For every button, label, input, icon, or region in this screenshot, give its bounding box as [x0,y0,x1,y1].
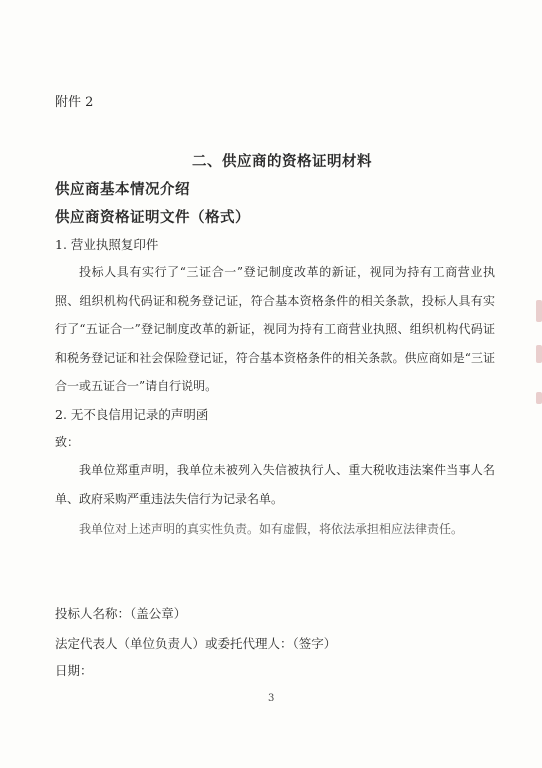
section-credit-declaration-label: 2. 无不良信用记录的声明函 [55,407,209,422]
page-title: 二、供应商的资格证明材料 [192,153,372,170]
declaration-paragraph-2: 我单位对上述声明的真实性负责。如有虚假，将依法承担相应法律责任。 [79,522,464,536]
attachment-label: 附件 2 [55,95,94,110]
seam-stamp-mark-1 [536,300,542,322]
seam-stamp-mark-3 [536,392,542,404]
page-number: 3 [268,693,275,704]
representative-field: 法定代表人（单位负责人）或委托代理人：（签字） [55,636,337,651]
heading-qualification-docs: 供应商资格证明文件（格式） [55,209,250,226]
declaration-paragraph-1: 我单位郑重声明，我单位未被列入失信被执行人、重大税收违法案件当事人名单、政府采购严重违法失信行为记录名单。 [55,463,495,506]
bidder-name-field: 投标人名称：（盖公章） [55,606,187,621]
date-field: 日期： [55,663,93,678]
section-business-license-label: 1. 营业执照复印件 [55,237,159,252]
heading-supplier-intro: 供应商基本情况介绍 [55,181,190,198]
declaration-addressee: 致： [55,435,80,449]
business-license-paragraph: 投标人具有实行了“三证合一”登记制度改革的新证，视同为持有工商营业执照、组织机构代码证和税务登记证，符合基本资格条件的相关条款，投标人具有实行了“五证合一”登记制度改革的新证，视同为持有工商营业执照、组织机构代码证和税务登记证和社会保险登记证，符合基本资格条件的相关条款。供应商如是“三证合一或五证合一”请自行说明。 [55,265,495,393]
seam-stamp-mark-2 [536,345,542,363]
